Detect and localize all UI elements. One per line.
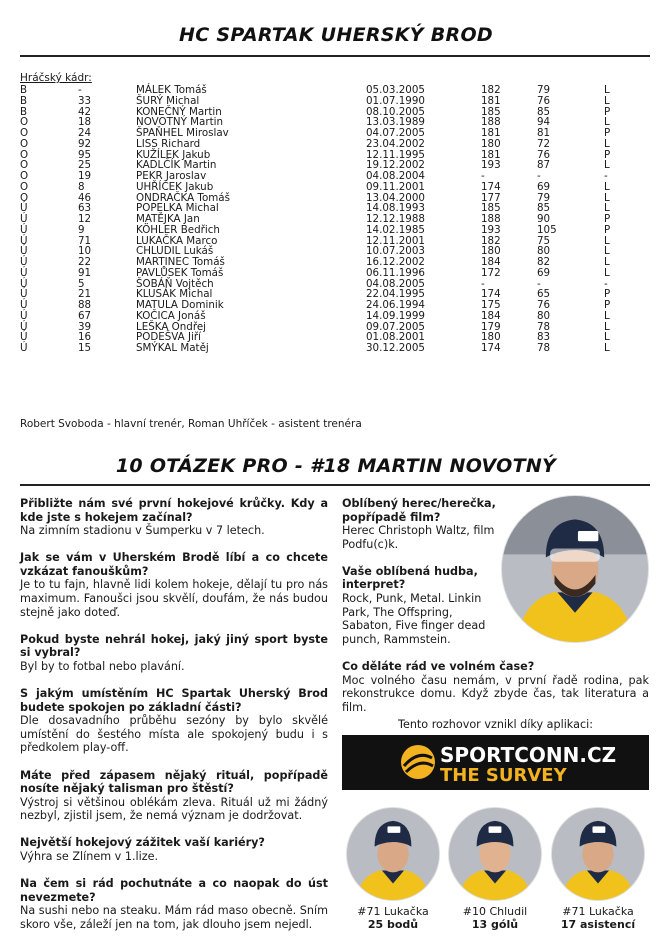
player-dob: 14.09.1999 <box>366 309 425 322</box>
player-hand: - <box>604 277 608 290</box>
player-name: MATULA Dominik <box>136 299 224 311</box>
player-name: UHŘÍČEK Jakub <box>136 180 214 193</box>
table-row <box>20 279 624 290</box>
answer: Moc volného času nemám, v první řadě rodina, pak rekonstrukce domu. Když zbyde čas, tak literatura a film. <box>342 673 649 714</box>
player-dob: 14.02.1985 <box>366 223 425 236</box>
player-name: MARTINEC Tomáš <box>136 256 225 268</box>
player-weight: 79 <box>537 191 551 204</box>
player-hand: L <box>604 116 610 129</box>
question: Na čem si rád pochutnáte a co naopak do úst nevezmete? <box>20 877 328 904</box>
player-pos: Ú <box>20 277 28 290</box>
stat-assists <box>548 905 648 931</box>
player-dob: 06.11.1996 <box>366 266 425 279</box>
player-num: 15 <box>78 342 92 354</box>
table-row <box>20 246 624 257</box>
player-dob: 12.12.1988 <box>366 213 425 225</box>
player-name: KUŽÍLEK Jakub <box>136 148 211 161</box>
player-hand: P <box>604 213 611 225</box>
page-title: HC SPARTAK UHERSKÝ BROD <box>179 24 493 46</box>
player-name: SMÝKAL Matěj <box>136 342 209 354</box>
player-pos: Ú <box>20 245 28 258</box>
player-name: LEŠKA Ondřej <box>136 320 207 333</box>
player-height: 181 <box>481 94 501 107</box>
player-dob: 23.04.2002 <box>366 137 425 150</box>
player-num: 19 <box>78 170 92 182</box>
table-row <box>20 107 624 118</box>
player-height: 184 <box>481 309 501 322</box>
player-num: 12 <box>78 213 92 225</box>
player-hand: P <box>604 288 611 301</box>
player-weight: 79 <box>537 84 551 96</box>
player-name: NOVOTNÝ Martin <box>136 116 224 129</box>
player-pos: B <box>20 105 28 118</box>
player-name: ŠPAŇHEL Miroslav <box>136 127 229 139</box>
player-height: 182 <box>481 234 501 247</box>
player-pos: O <box>20 159 29 172</box>
table-row <box>20 85 624 96</box>
player-hand: L <box>604 94 610 107</box>
player-height: 177 <box>481 191 501 204</box>
table-row <box>20 150 624 161</box>
stat-points <box>343 905 443 931</box>
player-pos: O <box>20 116 29 129</box>
player-dob: 09.11.2001 <box>366 180 425 193</box>
table-row <box>20 117 624 128</box>
table-row <box>20 257 624 268</box>
player-height: 185 <box>481 202 501 215</box>
player-num: 8 <box>78 180 85 193</box>
player-height: 193 <box>481 159 501 172</box>
player-weight: 105 <box>537 223 557 236</box>
question: Máte před zápasem nějaký rituál, popřípadě nosíte nějaký talisman pro štěstí? <box>20 768 328 796</box>
player-hand: L <box>604 234 610 247</box>
player-weight: 80 <box>537 245 551 258</box>
player-num: 92 <box>78 137 92 150</box>
player-weight: 76 <box>537 299 551 311</box>
player-height: 175 <box>481 299 501 311</box>
player-dob: 16.12.2002 <box>366 256 425 268</box>
answer: Herec Christoph Waltz, film Podfu(c)k. <box>342 524 495 551</box>
player-height: 172 <box>481 266 501 279</box>
player-height: - <box>481 277 485 290</box>
interview-title: 10 OTÁZEK PRO - #18 MARTIN NOVOTNÝ <box>115 455 557 477</box>
player-hand: L <box>604 84 610 96</box>
player-weight: 85 <box>537 202 551 215</box>
answer: Rock, Punk, Metal. Linkin Park, The Offspring, Sabaton, Five finger dead punch, Rammstein. <box>342 592 486 646</box>
player-num: 46 <box>78 191 92 204</box>
player-dob: 01.08.2001 <box>366 331 425 344</box>
player-num: 5 <box>78 277 85 290</box>
player-name: CHLUDIL Lukáš <box>136 245 214 258</box>
player-name: ŠOBÁŇ Vojtěch <box>136 277 214 290</box>
player-name: KLUSÁK Michal <box>136 288 213 301</box>
player-num: 88 <box>78 299 92 311</box>
player-hand: P <box>604 299 611 311</box>
player-num: 22 <box>78 256 92 268</box>
player-height: 188 <box>481 213 501 225</box>
stat-player: #71 Lukačka <box>562 905 634 918</box>
player-hand: L <box>604 180 610 193</box>
player-num: 25 <box>78 159 92 172</box>
banner-line1: SPORTCONN.CZ <box>440 743 617 767</box>
player-pos: O <box>20 170 29 182</box>
player-num: 71 <box>78 234 92 247</box>
player-height: 180 <box>481 245 501 258</box>
sponsor-caption: Tento rozhovor vznikl díky aplikaci: <box>398 718 593 731</box>
player-hand: L <box>604 309 610 322</box>
player-pos: Ú <box>20 320 28 333</box>
player-hand: L <box>604 245 610 258</box>
player-name: KADLČÍK Martin <box>136 159 217 172</box>
player-dob: 08.10.2005 <box>366 105 425 118</box>
player-pos: Ú <box>20 234 28 247</box>
player-num: 21 <box>78 288 92 301</box>
player-num: 16 <box>78 331 92 344</box>
player-num: 91 <box>78 266 92 279</box>
table-row <box>20 236 624 247</box>
player-weight: - <box>537 170 541 182</box>
player-weight: 85 <box>537 105 551 118</box>
table-row <box>20 214 624 225</box>
player-pos: Ú <box>20 202 28 215</box>
player-pos: Ú <box>20 266 28 279</box>
player-pos: O <box>20 148 29 161</box>
player-weight: 69 <box>537 180 551 193</box>
table-row <box>20 139 624 150</box>
player-weight: 83 <box>537 331 551 344</box>
player-dob: 01.07.1990 <box>366 94 425 107</box>
player-dob: 04.08.2005 <box>366 277 425 290</box>
player-name: PEKR Jaroslav <box>136 170 207 182</box>
player-pos: O <box>20 191 29 204</box>
player-hand: L <box>604 331 610 344</box>
player-dob: 04.07.2005 <box>366 127 425 139</box>
question: Pokud byste nehrál hokej, jaký jiný sport byste si vybral? <box>20 632 328 660</box>
table-row <box>20 182 624 193</box>
player-num: 10 <box>78 245 92 258</box>
player-num: 33 <box>78 94 92 107</box>
stat-value: 13 gólů <box>471 918 519 931</box>
answer: Na sushi nebo na steaku. Mám rád maso obecně. Sním skoro vše, záleží jen na tom, jak dlouho jsem nejedl. <box>20 904 328 931</box>
player-height: 174 <box>481 342 501 354</box>
question: Co děláte rád ve volném čase? <box>342 659 535 673</box>
title-divider <box>20 55 650 57</box>
player-hand: P <box>604 223 611 236</box>
stat-photo-2 <box>449 808 541 900</box>
stat-value: 25 bodů <box>367 918 419 931</box>
question: S jakým umístěním HC Spartak Uherský Brod budete spokojen po základní části? <box>20 687 328 714</box>
player-name: LISS Richard <box>136 137 201 150</box>
player-height: 174 <box>481 180 501 193</box>
table-row <box>20 268 624 279</box>
player-dob: 10.07.2003 <box>366 245 425 258</box>
player-name: MATĚJKA Jan <box>136 213 200 225</box>
player-hand: P <box>604 127 611 139</box>
answer: Je to tu fajn, hlavně lidi kolem hokeje, dělají tu pro nás maximum. Fanoušci jsou skvělí, doufám, že nás budou stejně jako doteď. <box>20 578 328 619</box>
player-name: KOČICA Jonáš <box>136 309 206 322</box>
answer: Výhra se Zlínem v 1.lize. <box>20 849 159 863</box>
player-height: 185 <box>481 105 501 118</box>
player-pos: Ú <box>20 213 28 225</box>
player-portrait-icon <box>347 808 439 900</box>
stat-goals <box>445 905 545 931</box>
player-dob: 30.12.2005 <box>366 342 425 354</box>
player-dob: 12.11.1995 <box>366 148 425 161</box>
question: Jak se vám v Uherském Brodě líbí a co chcete vzkázat fanouškům? <box>20 551 328 578</box>
player-weight: 78 <box>537 320 551 333</box>
player-dob: 04.08.2004 <box>366 170 425 182</box>
player-num: 63 <box>78 202 92 215</box>
player-weight: 82 <box>537 256 551 268</box>
stat-value: 17 asistencí <box>560 918 636 931</box>
player-height: 193 <box>481 223 501 236</box>
player-name: PAVLŮSEK Tomáš <box>136 266 224 279</box>
player-num: 18 <box>78 116 92 129</box>
player-weight: 69 <box>537 266 551 279</box>
player-hand: L <box>604 202 610 215</box>
player-dob: 22.04.1995 <box>366 288 425 301</box>
player-dob: 12.11.2001 <box>366 234 425 247</box>
player-pos: Ú <box>20 309 28 322</box>
player-hand: L <box>604 342 610 354</box>
banner-line2: THE SURVEY <box>440 765 567 786</box>
player-weight: 87 <box>537 159 551 172</box>
player-pos: Ú <box>20 223 28 236</box>
player-hand: - <box>604 170 608 182</box>
player-weight: 76 <box>537 94 551 107</box>
player-name: KÖHLER Bedřich <box>136 223 220 236</box>
player-hand: P <box>604 105 611 118</box>
player-dob: 13.04.2000 <box>366 191 425 204</box>
player-pos: Ú <box>20 342 28 354</box>
player-weight: 72 <box>537 137 551 150</box>
player-num: - <box>78 84 82 96</box>
player-height: 181 <box>481 127 501 139</box>
player-weight: 94 <box>537 116 551 129</box>
player-weight: 76 <box>537 148 551 161</box>
player-hand: L <box>604 320 610 333</box>
player-height: 181 <box>481 148 501 161</box>
player-num: 9 <box>78 223 85 236</box>
table-row <box>20 289 624 300</box>
player-weight: 65 <box>537 288 551 301</box>
player-pos: B <box>20 94 28 107</box>
player-pos: Ú <box>20 256 28 268</box>
question: Oblíbený herec/herečka, popřípadě film? <box>342 497 496 524</box>
player-portrait-icon <box>552 808 644 900</box>
player-pos: Ú <box>20 288 28 301</box>
player-hand: L <box>604 191 610 204</box>
player-pos: O <box>20 137 29 150</box>
player-height: 180 <box>481 137 501 150</box>
player-hand: P <box>604 148 611 161</box>
coaches-line: Robert Svoboda - hlavní trenér, Roman Uhříček - asistent trenéra <box>20 418 362 430</box>
player-weight: - <box>537 277 541 290</box>
player-hand: L <box>604 256 610 268</box>
player-name: ONDRAČKA Tomáš <box>136 191 230 204</box>
sportconn-logo-icon <box>400 744 436 780</box>
player-num: 67 <box>78 309 92 322</box>
player-dob: 05.03.2005 <box>366 84 425 96</box>
player-name: LUKAČKA Marco <box>136 234 218 247</box>
player-height: 182 <box>481 84 501 96</box>
player-num: 24 <box>78 127 92 139</box>
stat-photo-1 <box>347 808 439 900</box>
roster-table <box>20 85 624 354</box>
player-height: 179 <box>481 320 501 333</box>
question: Vaše oblíbená hudba, interpret? <box>342 564 478 592</box>
player-num: 95 <box>78 148 92 161</box>
answer: Výstroj si většinou oblékám zleva. Rituál už mi žádný nezbyl, zjistil jsem, že nemá význam je dodržovat. <box>20 795 328 823</box>
sportconn-banner[interactable] <box>342 735 649 790</box>
table-row <box>20 225 624 236</box>
player-dob: 14.08.1993 <box>366 202 425 215</box>
answer: Byl by to fotbal nebo plavání. <box>20 659 185 673</box>
question: Největší hokejový zážitek vaší kariéry? <box>20 836 265 850</box>
player-pos: B <box>20 84 28 96</box>
player-weight: 78 <box>537 342 551 354</box>
player-height: 184 <box>481 256 501 268</box>
player-pos: Ú <box>20 331 28 344</box>
table-row <box>20 171 624 182</box>
table-row <box>20 300 624 311</box>
player-dob: 13.03.1989 <box>366 116 425 129</box>
player-hand: L <box>604 266 610 279</box>
player-name: PODEŠVA Jiří <box>136 331 201 344</box>
player-hand: L <box>604 159 610 172</box>
table-row <box>20 311 624 322</box>
roster-label: Hráčský kádr: <box>20 72 92 84</box>
player-name: POPELKA Michal <box>136 202 219 215</box>
answer: Na zimním stadionu v Šumperku v 7 letech. <box>20 524 265 538</box>
player-num: 39 <box>78 320 92 333</box>
player-num: 42 <box>78 105 92 118</box>
stat-player: #71 Lukačka <box>357 905 429 918</box>
player-name: KONEČNÝ Martin <box>136 105 222 118</box>
player-portrait-icon <box>449 808 541 900</box>
stat-player: #10 Chludil <box>462 905 528 918</box>
stat-photo-3 <box>552 808 644 900</box>
player-portrait-icon <box>502 496 648 642</box>
player-weight: 81 <box>537 127 551 139</box>
player-height: 180 <box>481 331 501 344</box>
table-row <box>20 128 624 139</box>
interview-left-column <box>20 497 328 945</box>
table-row <box>20 160 624 171</box>
player-name: MÁLEK Tomáš <box>136 84 207 96</box>
player-weight: 75 <box>537 234 551 247</box>
table-row <box>20 203 624 214</box>
player-photo-novotny <box>502 496 648 642</box>
player-pos: O <box>20 127 29 139</box>
table-row <box>20 332 624 343</box>
table-row <box>20 193 624 204</box>
player-weight: 80 <box>537 309 551 322</box>
table-row <box>20 322 624 333</box>
player-name: ŠURÝ Michal <box>136 94 200 107</box>
interview-divider <box>20 484 650 486</box>
player-weight: 90 <box>537 213 551 225</box>
player-height: - <box>481 170 485 182</box>
table-row <box>20 343 624 354</box>
answer: Dle dosavadního průběhu sezóny by bylo skvělé umístění do šestého místa ale spokojený budu i s předkolem play-off. <box>20 714 328 755</box>
player-pos: O <box>20 180 29 193</box>
player-dob: 24.06.1994 <box>366 299 425 311</box>
question: Přibližte nám své první hokejové krůčky. Kdy a kde jste s hokejem začínal? <box>20 497 328 524</box>
player-height: 174 <box>481 288 501 301</box>
player-dob: 09.07.2005 <box>366 320 425 333</box>
player-pos: Ú <box>20 299 28 311</box>
player-dob: 19.12.2002 <box>366 159 425 172</box>
player-hand: L <box>604 137 610 150</box>
table-row <box>20 96 624 107</box>
player-height: 188 <box>481 116 501 129</box>
